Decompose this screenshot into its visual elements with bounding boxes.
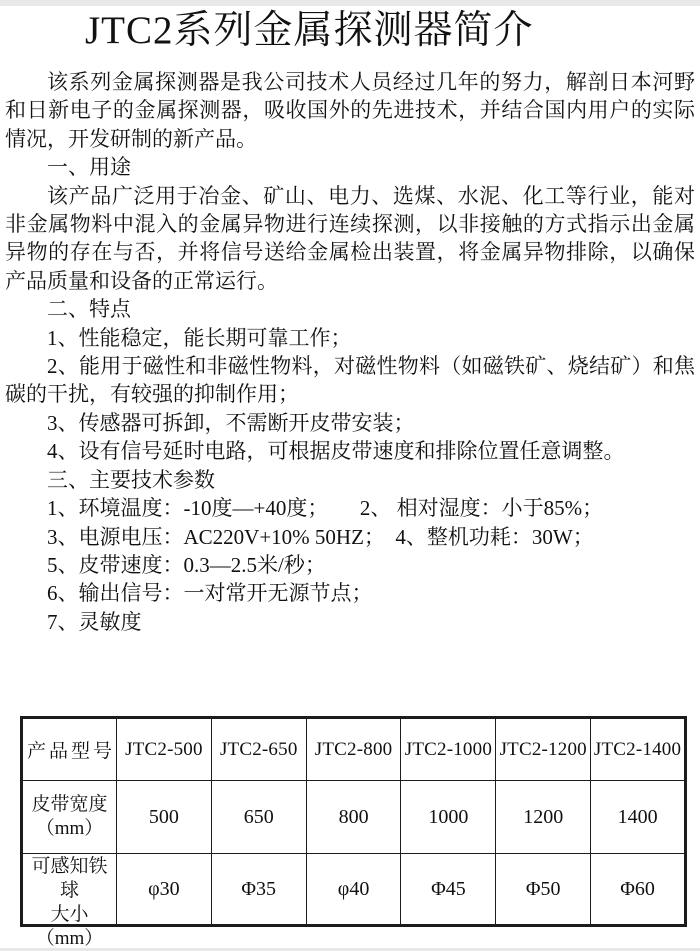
table-cell-ball-4: Φ45	[401, 854, 496, 926]
table-cell-belt-4: 1000	[401, 781, 496, 854]
table-header-ball-size	[22, 854, 117, 949]
table-cell-ball-6: Φ60	[591, 854, 686, 926]
table-cell-ball-2: Φ35	[211, 854, 306, 926]
table-cell-model-4: JTC2-1000	[401, 718, 496, 781]
table-cell-belt-2: 650	[211, 781, 306, 854]
table-row-ball-size	[22, 854, 686, 926]
table-cell-model-5: JTC2-1200	[496, 718, 591, 781]
feature-item-4: 4、设有信号延时电路，可根据皮带速度和排除位置任意调整。	[47, 439, 625, 464]
table-row-models	[22, 718, 686, 781]
table-cell-model-1: JTC2-500	[117, 718, 212, 781]
spec-table	[20, 716, 687, 949]
feature-item-3: 3、传感器可拆卸，不需断开皮带安装；	[47, 410, 415, 435]
table-header-product-model: 产品型号	[22, 718, 117, 781]
table-cell-ball-5: Φ50	[496, 854, 591, 926]
table-cell-ball-3: φ40	[306, 854, 401, 926]
feature-item-2: 2、能用于磁性和非磁性物料，对磁性物料（如磁铁矿、烧结矿）和焦碳的干扰，有较强的抑制作用；	[5, 354, 695, 407]
table-cell-belt-6: 1400	[591, 781, 686, 854]
table-cell-belt-3: 800	[306, 781, 401, 854]
param-line-output-signal: 6、输出信号：一对常开无源节点；	[47, 581, 373, 606]
table-cell-belt-5: 1200	[496, 781, 591, 854]
table-cell-model-3: JTC2-800	[306, 718, 401, 781]
belt-width-label-line1: 皮带宽度	[31, 794, 108, 816]
param-line-belt-speed: 5、皮带速度：0.3—2.5米/秒；	[47, 552, 326, 577]
param-line-temp-humidity: 1、环境温度：-10度—+40度； 2、 相对湿度：小于85%；	[47, 496, 604, 521]
page-title: JTC2系列金属探测器简介	[85, 9, 534, 52]
table-cell-model-2: JTC2-650	[211, 718, 306, 781]
ball-size-label	[23, 855, 116, 949]
features-heading: 二、特点	[47, 297, 131, 322]
table-cell-belt-1: 500	[117, 781, 212, 854]
document-page	[0, 6, 700, 948]
ball-size-label-line3: （mm）	[35, 927, 104, 949]
param-line-sensitivity: 7、灵敏度	[47, 609, 142, 634]
params-heading: 三、主要技术参数	[47, 467, 215, 492]
usage-paragraph: 该产品广泛用于冶金、矿山、电力、选煤、水泥、化工等行业，能对非金属物料中混入的金属异物进行连续探测，以非接触的方式指示出金属异物的存在与否，并将信号送给金属检出装置，将金属异物排除，以确保产品质量和设备的正常运行。	[5, 183, 695, 293]
table-row-belt-width	[22, 781, 686, 854]
param-line-voltage-power: 3、电源电压：AC220V+10% 50HZ； 4、整机功耗：30W；	[47, 524, 594, 549]
table-cell-model-6: JTC2-1400	[591, 718, 686, 781]
ball-size-label-line1: 可感知铁球	[31, 855, 108, 901]
document-body	[0, 6, 700, 949]
ball-size-label-line2: 大小	[50, 903, 89, 925]
belt-width-label-line2: （mm）	[35, 818, 104, 840]
table-cell-ball-1: φ30	[117, 854, 212, 926]
intro-paragraph: 该系列金属探测器是我公司技术人员经过几年的努力，解剖日本河野和日新电子的金属探测器，吸收国外的先进技术，并结合国内用户的实际情况，开发研制的新产品。	[5, 70, 695, 151]
usage-heading: 一、用途	[47, 155, 131, 180]
feature-item-1: 1、性能稳定，能长期可靠工作；	[47, 325, 352, 350]
table-header-belt-width	[22, 781, 117, 854]
